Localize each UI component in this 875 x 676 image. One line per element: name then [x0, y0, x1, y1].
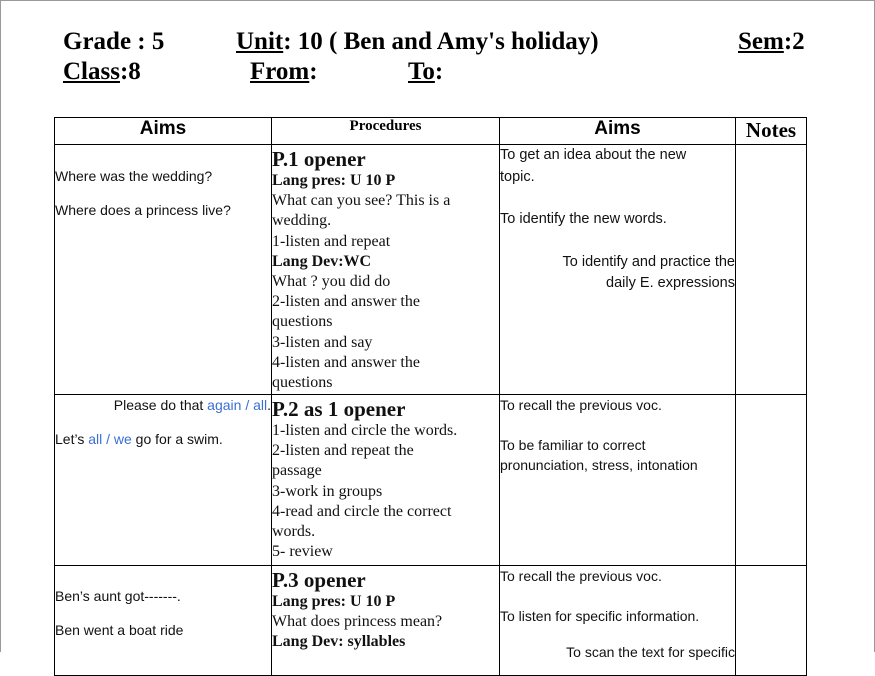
- aim-text: pronunciation, stress, intonation: [500, 457, 698, 473]
- table-row: [55, 566, 807, 676]
- aims-right-cell: [500, 395, 736, 566]
- procedure-step: wedding.: [272, 212, 332, 230]
- procedure-step: What can you see? This is a: [272, 192, 451, 210]
- aim-text: To scan the text for specific: [566, 644, 735, 660]
- procedure-step: 1-listen and repeat: [272, 232, 391, 250]
- grade-label: Grade : 5: [63, 28, 165, 55]
- class-label: Class: [63, 58, 120, 85]
- notes-header: Notes: [736, 118, 807, 145]
- aim-text: To identify and practice the: [562, 253, 735, 270]
- sentence-text: go for a swim.: [131, 431, 223, 447]
- aims-header: Aims: [55, 118, 272, 145]
- table-row: [55, 145, 807, 395]
- sentence-text: .: [267, 397, 271, 413]
- aims-right-cell: [500, 566, 736, 676]
- from-colon: :: [309, 58, 318, 85]
- aim-sentence: Ben’s aunt got-------.: [55, 588, 181, 604]
- procedure-title: P.1 opener: [272, 147, 366, 171]
- procedure-step: What does princess mean?: [272, 613, 443, 631]
- procedure-step: 2-listen and answer the: [272, 293, 420, 311]
- sentence-text: Please do that: [113, 397, 208, 413]
- procedure-step: questions: [272, 313, 333, 331]
- unit-text: : 10 ( Ben and Amy's holiday): [283, 28, 599, 55]
- aim-text: To recall the previous voc.: [500, 568, 662, 584]
- procedure-title: P.2 as 1 opener: [272, 397, 406, 421]
- procedure-step: Lang pres: U 10 P: [272, 172, 396, 189]
- aim-sentence: [55, 430, 271, 448]
- procedure-step: 3-listen and say: [272, 333, 373, 351]
- aim-text: To listen for specific information.: [500, 608, 700, 624]
- semester: [738, 28, 805, 56]
- sentence-choice: all / we: [88, 431, 132, 447]
- lesson-plan-table: [54, 117, 807, 676]
- aim-text: To be familiar to correct: [500, 437, 646, 453]
- aims-right-cell: [500, 145, 736, 395]
- aim-text: To identify the new words.: [500, 211, 667, 227]
- to-field: [408, 58, 443, 86]
- aim-question: Where was the wedding?: [55, 168, 213, 184]
- notes-cell: [736, 145, 807, 395]
- procedure-step: Lang pres: U 10 P: [272, 593, 396, 610]
- aim-text: To get an idea about the new: [500, 147, 687, 163]
- procedure-step: questions: [272, 374, 333, 392]
- aim-text: topic.: [500, 168, 535, 185]
- procedures-cell: [272, 395, 500, 566]
- unit-label: Unit: [236, 28, 284, 55]
- procedures-header: Procedures: [272, 118, 500, 145]
- unit-title: [236, 28, 599, 56]
- class-info: [63, 58, 141, 86]
- procedure-step: What ? you did do: [272, 273, 391, 291]
- sem-label: Sem: [738, 28, 784, 55]
- sentence-choice: again / all: [207, 397, 268, 413]
- table-row: [55, 395, 807, 566]
- notes-cell: [736, 566, 807, 676]
- procedure-step: 5- review: [272, 543, 333, 561]
- aim-question: Where does a princess live?: [55, 202, 231, 218]
- aims-left-cell: [55, 395, 272, 566]
- aim-text: To recall the previous voc.: [500, 397, 662, 413]
- procedure-step: words.: [272, 523, 316, 541]
- to-label: To: [408, 58, 435, 85]
- procedure-title: P.3 opener: [272, 568, 366, 592]
- aims-left-cell: [55, 145, 272, 395]
- procedure-step: 2-listen and repeat the: [272, 442, 414, 460]
- aim-text: daily E. expressions: [606, 275, 735, 291]
- procedure-step: 3-work in groups: [272, 482, 383, 500]
- procedures-cell: [272, 145, 500, 395]
- aims-left-cell: [55, 566, 272, 676]
- procedure-step: 1-listen and circle the words.: [272, 422, 458, 439]
- aims-header-right: Aims: [500, 118, 736, 145]
- notes-cell: [736, 395, 807, 566]
- aim-sentence: Ben went a boat ride: [55, 622, 184, 638]
- procedure-step: passage: [272, 462, 322, 480]
- to-colon: :: [434, 58, 444, 85]
- aim-sentence: [55, 396, 271, 414]
- procedures-cell: [272, 566, 500, 676]
- from-field: [250, 58, 318, 86]
- sem-value: :2: [783, 28, 805, 55]
- table-header-row: [55, 118, 807, 145]
- procedure-step: 4-listen and answer the: [272, 353, 420, 371]
- procedure-step: 4-read and circle the correct: [272, 502, 452, 520]
- from-label: From: [250, 58, 310, 85]
- class-value: :8: [119, 58, 141, 85]
- procedure-step: Lang Dev: syllables: [272, 633, 406, 651]
- sentence-text: Let’s: [55, 431, 89, 447]
- procedure-step: Lang Dev:WC: [272, 252, 372, 270]
